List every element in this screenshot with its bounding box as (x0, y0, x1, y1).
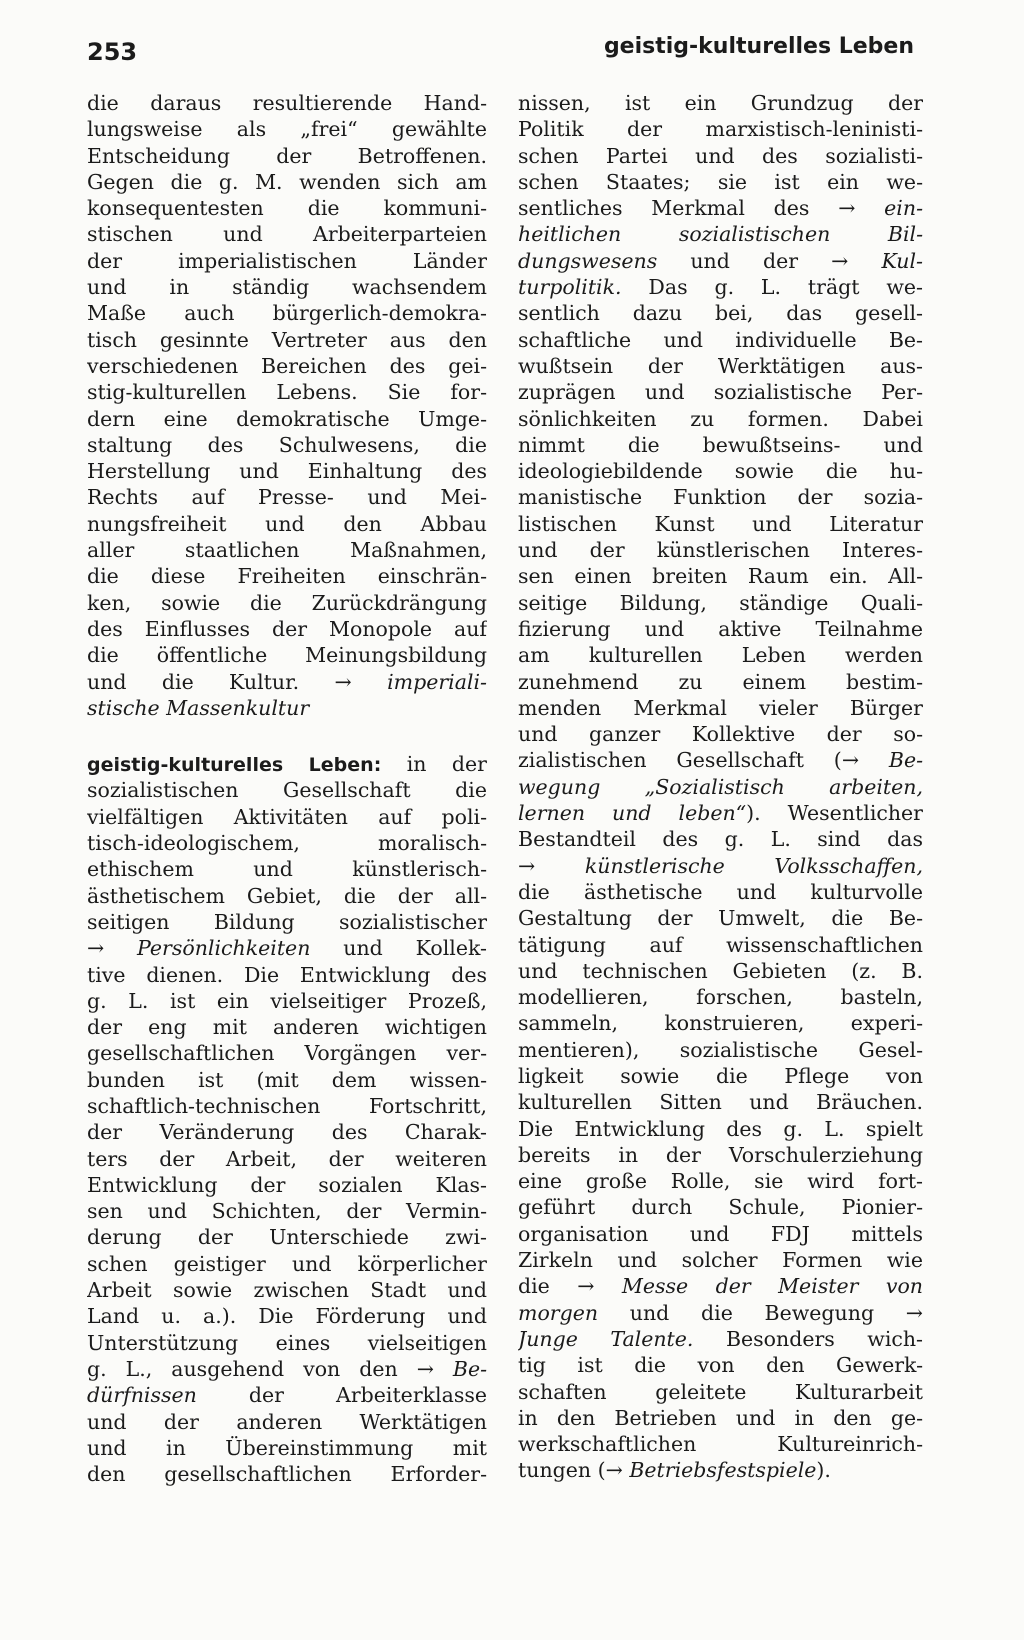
text-line: zuprägen und sozialistische Per- (518, 380, 923, 405)
text-line: die → Messe der Meister von (518, 1274, 923, 1299)
text-line: und die Kultur. → imperiali- (87, 669, 487, 694)
cross-reference-arrow: → (838, 196, 856, 221)
text-line: Maße auch bürgerlich-demokra- (87, 301, 487, 326)
text-line: tisch-ideologischem, moralisch- (87, 831, 487, 856)
text-line: lungsweise als „frei“ gewählte (87, 117, 487, 142)
cross-reference: morgen (518, 1300, 599, 1325)
text-line: nissen, ist ein Grundzug der (518, 91, 923, 115)
text-line: am kulturellen Leben werden (518, 643, 923, 668)
text-line: Unterstützung eines vielseitigen (87, 1330, 487, 1355)
left-column (87, 90, 487, 1487)
text-line: morgen und die Bewegung → (518, 1300, 923, 1325)
cross-reference: dungswesens (518, 248, 658, 273)
text-line: verschiedenen Bereichen des gei- (87, 353, 487, 378)
text-line: tisch gesinnte Vertreter aus den (87, 327, 487, 352)
text-line: der Veränderung des Charak- (87, 1120, 487, 1145)
text-line: bereits in der Vorschulerziehung (518, 1142, 923, 1167)
text-line: schen Staates; sie ist ein we- (518, 169, 923, 194)
left-text-block-c (87, 962, 487, 1356)
text-line: die öffentliche Meinungsbildung (87, 643, 487, 668)
text-line: nungsfreiheit und den Abbau (87, 511, 487, 536)
right-text-block-d (518, 1352, 923, 1457)
text-line: Gegen die g. M. wenden sich am (87, 169, 487, 194)
text-line: die diese Freiheiten einschrän- (87, 564, 487, 589)
text-line: des Einflusses der Monopole auf (87, 616, 487, 641)
text-line: und der künstlerischen Interes- (518, 538, 923, 563)
text-line: und in Übereinstimmung mit (87, 1435, 487, 1460)
cross-reference: Messe der Meister von (621, 1274, 923, 1299)
text-line: → Persönlichkeiten und Kollek- (87, 936, 487, 961)
text-line: lernen und leben“). Wesentlicher (518, 801, 923, 826)
text-line: seitige Bildung, ständige Quali- (518, 590, 923, 615)
text-line: organisation und FDJ mittels (518, 1221, 923, 1246)
right-column (518, 90, 923, 1484)
text-line: werkschaftlichen Kultureinrich- (518, 1432, 923, 1457)
right-text-block-a (518, 90, 923, 169)
text-line: in den Betrieben und in den ge- (518, 1405, 923, 1430)
cross-reference: stische Massenkultur (87, 695, 310, 720)
text-line: derung der Unterschiede zwi- (87, 1225, 487, 1250)
cross-reference: Junge Talente. (518, 1326, 694, 1351)
cross-reference: künstlerische Volksschaffen, (584, 853, 923, 878)
text-line: und ganzer Kollektive der so- (518, 722, 923, 747)
text-line: listischen Kunst und Literatur (518, 511, 923, 536)
text-line: bunden ist (mit dem wissen- (87, 1067, 487, 1092)
entry-headword: geistig-kulturelles Leben: (87, 754, 382, 777)
cross-reference-arrow: → (87, 936, 105, 961)
text-line: ästhetischem Gebiet, die der all- (87, 883, 487, 908)
text-line: Bestandteil des g. L. sind das (518, 827, 923, 852)
text-line: sentlich dazu bei, das gesell- (518, 301, 923, 326)
text-line: gesellschaftlichen Vorgängen ver- (87, 1041, 487, 1066)
text-line: eine große Rolle, sie wird fort- (518, 1169, 923, 1194)
text-line: schaften geleitete Kulturarbeit (518, 1379, 923, 1404)
text-line: Rechts auf Presse- und Mei- (87, 485, 487, 510)
text-line: dürfnissen der Arbeiterklasse (87, 1383, 487, 1408)
text-line: wußtsein der Werktätigen aus- (518, 353, 923, 378)
left-text-block-b (87, 777, 487, 935)
text-line: Entscheidung der Betroffenen. (87, 143, 487, 168)
text-line: und der anderen Werktätigen (87, 1409, 487, 1434)
text-line: manistische Funktion der sozia- (518, 485, 923, 510)
text-line: der imperialistischen Länder (87, 248, 487, 273)
text-line: tungen (→ Betriebsfestspiele). (518, 1458, 831, 1483)
text-line: zialistischen Gesellschaft (→ Be- (518, 748, 923, 773)
text-line: schaftlich-technischen Fortschritt, (87, 1093, 487, 1118)
text-line: der eng mit anderen wichtigen (87, 1015, 487, 1040)
text-line: schen geistiger und körperlicher (87, 1251, 487, 1276)
text-line: vielfältigen Aktivitäten auf poli- (87, 804, 487, 829)
cross-reference: Betriebsfestspiele (629, 1458, 817, 1483)
text-line: zunehmend zu einem bestim- (518, 669, 923, 694)
text-line: geführt durch Schule, Pionier- (518, 1195, 923, 1220)
text-line: fizierung und aktive Teilnahme (518, 616, 923, 641)
cross-reference: Kul- (881, 248, 923, 273)
text-line: tive dienen. Die Entwicklung des (87, 962, 487, 987)
text-line: Die Entwicklung des g. L. spielt (518, 1116, 923, 1141)
cross-reference: heitlichen sozialistischen Bil- (518, 222, 923, 247)
text-line: dungswesens und der → Kul- (518, 248, 923, 273)
text-line: stig-kulturellen Lebens. Sie for- (87, 380, 487, 405)
text-line: sozialistischen Gesellschaft die (87, 778, 487, 803)
text-line: die daraus resultierende Hand- (87, 91, 487, 115)
text-line: sen einen breiten Raum ein. All- (518, 564, 923, 589)
text-line: die ästhetische und kulturvolle (518, 879, 923, 904)
text-line: aller staatlichen Maßnahmen, (87, 538, 487, 563)
text-line: ken, sowie die Zurückdrängung (87, 590, 487, 615)
text-line: sönlichkeiten zu formen. Dabei (518, 406, 923, 431)
text-line: Land u. a.). Die Förderung und (87, 1304, 487, 1329)
text-line: dern eine demokratische Umge- (87, 406, 487, 431)
cross-reference: Be- (452, 1356, 487, 1381)
text-line: sentliches Merkmal des → ein- (518, 196, 923, 221)
cross-reference-arrow: → (518, 853, 536, 878)
text-line: mentieren), sozialistische Gesel- (518, 1037, 923, 1062)
text-line: kulturellen Sitten und Bräuchen. (518, 1090, 923, 1115)
cross-reference-arrow: → (841, 748, 859, 773)
cross-reference: Persönlichkeiten (137, 936, 311, 961)
text-line: turpolitik. Das g. L. trägt we- (518, 275, 923, 300)
text-line: sen und Schichten, der Vermin- (87, 1199, 487, 1224)
text-line: sammeln, konstruieren, experi- (518, 1011, 923, 1036)
text-line: tätigung auf wissenschaftlichen (518, 932, 923, 957)
text-line: Junge Talente. Besonders wich- (518, 1326, 923, 1351)
right-text-block-c (518, 879, 923, 1273)
text-line: g. L. ist ein vielseitiger Prozeß, (87, 988, 487, 1013)
entry-headword-line: geistig-kulturelles Leben: in der (87, 752, 487, 777)
text-line: Herstellung und Einhaltung des (87, 459, 487, 484)
text-line (518, 774, 923, 800)
text-line: schaftliche und individuelle Be- (518, 327, 923, 352)
text-line: staltung des Schulwesens, die (87, 432, 487, 457)
text-line: Zirkeln und solcher Formen wie (518, 1248, 923, 1273)
cross-reference-arrow: → (577, 1274, 595, 1299)
cross-reference: wegung „Sozialistisch arbeiten, (518, 774, 923, 799)
cross-reference: Be- (888, 748, 923, 773)
text-line: Arbeit sowie zwischen Stadt und (87, 1278, 487, 1303)
cross-reference: dürfnissen (87, 1383, 197, 1408)
text-line: modellieren, forschen, basteln, (518, 985, 923, 1010)
text-line: ideologiebildende sowie die hu- (518, 459, 923, 484)
cross-reference: lernen und leben“ (518, 801, 747, 826)
text-line (87, 695, 487, 721)
cross-reference-arrow: → (905, 1300, 923, 1325)
running-head: geistig-kulturelles Leben (603, 34, 914, 59)
cross-reference-arrow: → (831, 248, 849, 273)
text-line (518, 853, 923, 879)
text-line: menden Merkmal vieler Bürger (518, 695, 923, 720)
text-line: konsequentesten die kommuni- (87, 196, 487, 221)
left-text-block-a (87, 90, 487, 669)
text-line: stischen und Arbeiterparteien (87, 222, 487, 247)
cross-reference: imperiali- (387, 669, 487, 694)
text-line: Entwicklung der sozialen Klas- (87, 1172, 487, 1197)
text-line: den gesellschaftlichen Erforder- (87, 1462, 487, 1487)
cross-reference: ein- (884, 196, 923, 221)
right-text-block-b (518, 300, 923, 747)
text-line: tig ist die von den Gewerk- (518, 1353, 923, 1378)
text-line: ters der Arbeit, der weiteren (87, 1146, 487, 1171)
left-text-block-d (87, 1409, 487, 1488)
text-line: und in ständig wachsendem (87, 275, 487, 300)
text-line: Politik der marxistisch-leninisti- (518, 117, 923, 142)
text-line: ligkeit sowie die Pflege von (518, 1063, 923, 1088)
cross-reference: turpolitik. (518, 275, 622, 300)
cross-reference-arrow: → (605, 1458, 623, 1483)
cross-reference-arrow: → (334, 669, 352, 694)
text-line: Gestaltung der Umwelt, die Be- (518, 906, 923, 931)
cross-reference-arrow: → (416, 1356, 434, 1381)
text-line: ethischem und künstlerisch- (87, 857, 487, 882)
text-line: nimmt die bewußtseins- und (518, 432, 923, 457)
text-line: seitigen Bildung sozialistischer (87, 909, 487, 934)
text-line (518, 221, 923, 247)
text-line: und technischen Gebieten (z. B. (518, 958, 923, 983)
text-line: g. L., ausgehend von den → Be- (87, 1356, 487, 1381)
page-number: 253 (87, 38, 138, 66)
text-line: schen Partei und des sozialisti- (518, 143, 923, 168)
